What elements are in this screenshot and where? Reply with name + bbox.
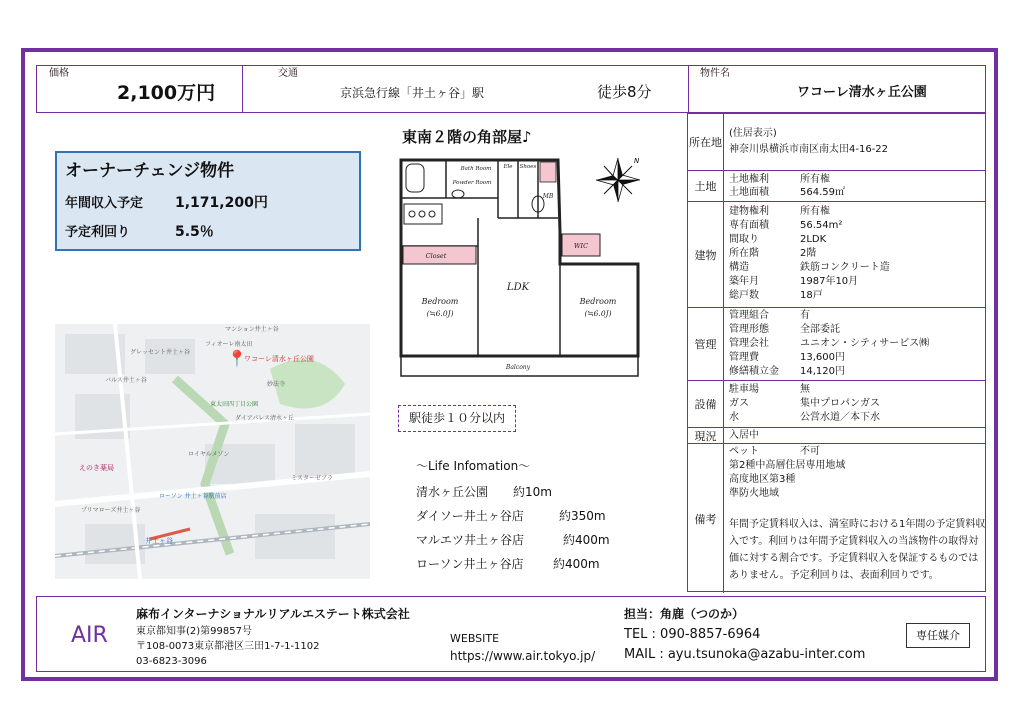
compass-north-label: N: [634, 157, 640, 165]
income-label: 年間収入予定: [65, 196, 144, 211]
brokerage-type-badge: 専任媒介: [906, 623, 970, 648]
yield-value: 5.5％: [175, 224, 214, 240]
footer: [36, 596, 986, 672]
company-logo: AIR: [71, 623, 108, 648]
life-item: マルエツ井土ヶ谷店 約400m: [416, 533, 610, 547]
wic-label: WIC: [573, 242, 589, 250]
bedroom2-label: Bedroom: [579, 297, 617, 306]
balcony-label: Balcony: [505, 364, 531, 371]
map-label: 妙法寺: [267, 381, 286, 388]
map-label: ミスターゼブラ: [291, 475, 333, 482]
map-label: ロイヤルメゾン: [188, 451, 230, 458]
map-label: 井土ヶ谷: [145, 537, 173, 545]
spec-status: 現況 入居中: [688, 427, 985, 443]
owner-title: オーナーチェンジ物件: [65, 161, 235, 181]
map-label: フィオーレ南太田: [205, 341, 253, 348]
map-pin-icon[interactable]: 📍: [227, 349, 247, 368]
walk-time: 徒歩8分: [597, 83, 652, 101]
income-value: 1,171,200円: [175, 195, 268, 211]
map-label: グレッセント井土ヶ谷: [130, 349, 190, 356]
spec-table: [687, 113, 986, 592]
spec-facility: 設備 駐車場 無 ガス 集中プロパンガス 水 公営水道／本下水: [688, 380, 985, 427]
spec-management: 管理 管理組合 有 管理形態 全部委託 管理会社 ユニオン・シティサービス㈱ 管理費 13,600円 修繕積立金 14,120円: [688, 307, 985, 380]
spec-building: 建物 建物権利 所有権 専有面積 56.54m² 間取り 2LDK 所在階 2階 構造 鉄筋コンクリート造 築年月 1987年10月 総戸数 18戸: [688, 201, 985, 307]
ldk-label: LDK: [506, 282, 530, 293]
divider: [242, 66, 243, 112]
walk-note: 駅徒歩１０分以内: [398, 405, 516, 432]
website-link[interactable]: https://www.air.tokyo.jp/: [450, 649, 596, 663]
price-value: 2,100万円: [117, 82, 216, 104]
website-label: WEBSITE: [450, 632, 500, 645]
floor-plan: [398, 156, 644, 381]
bedroom1-size: (≒6.0J): [426, 309, 454, 318]
price-label: 価格: [49, 68, 69, 79]
bedroom2-size: (≒6.0J): [584, 309, 612, 318]
contact-tel[interactable]: TEL : 090-8857-6964: [624, 627, 761, 642]
yield-label: 予定利回り: [65, 225, 131, 240]
ele-label: Ele: [503, 164, 513, 170]
compass-icon: [596, 157, 640, 202]
shoes-label: Shoes: [519, 164, 537, 170]
map-label: 東太田四丁目公園: [210, 401, 259, 408]
spec-remarks: 備考 ペット 不可 第2種中高層住居専用地域 高度地区第3種 準防火地域 年間予定賃料収入は、満室時における1年間の予定賃料収 入です。利回りは年間予定賃料収入の当該物件の取得対 価に対する割合です。予定賃料収入を保証するものでは ありません。予定利回りは、表面利回りです。: [688, 443, 985, 593]
property-name: ワコーレ清水ヶ丘公園: [797, 85, 927, 100]
closet-label: Closet: [425, 252, 447, 260]
owner-change-box: [55, 151, 361, 251]
header-row: [36, 65, 986, 113]
powder-room-label: Powder Room: [452, 180, 492, 186]
listing-sheet: [21, 48, 998, 681]
life-list: [416, 480, 610, 576]
map-label: えのき薬局: [79, 464, 114, 472]
company-license: 東京都知事(2)第99857号: [136, 626, 252, 637]
map-label: マンション井土ヶ谷: [225, 326, 279, 333]
company-phone: 03-6823-3096: [136, 656, 207, 667]
life-item: 清水ヶ丘公園 約10m: [416, 485, 552, 499]
contact-person: 担当：角鹿（つのか）: [624, 607, 745, 621]
map-label: ローソン 井土ヶ谷駅前店: [159, 493, 227, 500]
contact-mail[interactable]: MAIL : ayu.tsunoka@azabu-inter.com: [624, 647, 866, 662]
map-label: バルス井土ヶ谷: [105, 377, 147, 384]
plan-headline: 東南２階の角部屋♪: [402, 128, 532, 146]
bedroom1-label: Bedroom: [421, 297, 459, 306]
map-label: ダイアパレス清水ヶ丘: [235, 415, 295, 422]
access-label: 交通: [278, 68, 298, 79]
spec-land: 土地 土地権利 所有権 土地面積 564.59㎡: [688, 170, 985, 201]
mb-label: MB: [542, 193, 554, 200]
line-station: 京浜急行線「井土ヶ谷」駅: [340, 86, 485, 100]
divider: [688, 66, 689, 112]
company-address: 〒108-0073東京都港区三田1-7-1-1102: [136, 641, 320, 652]
company-name: 麻布インターナショナルリアルエステート株式会社: [136, 607, 410, 621]
life-item: ダイソー井土ヶ谷店 約350m: [416, 509, 606, 523]
area-map[interactable]: [55, 324, 370, 579]
property-label: 物件名: [700, 68, 730, 79]
spec-location: 所在地 (住居表示) 神奈川県横浜市南区南太田4-16-22: [688, 114, 985, 170]
map-label: プリマローズ井土ヶ谷: [81, 507, 141, 514]
map-pin-label: ワコーレ清水ヶ丘公園: [244, 355, 314, 363]
life-title: 〜Life Infomation〜: [416, 459, 531, 473]
life-item: ローソン井土ヶ谷店 約400m: [416, 557, 600, 571]
bath-room-label: Bath Room: [460, 166, 492, 172]
